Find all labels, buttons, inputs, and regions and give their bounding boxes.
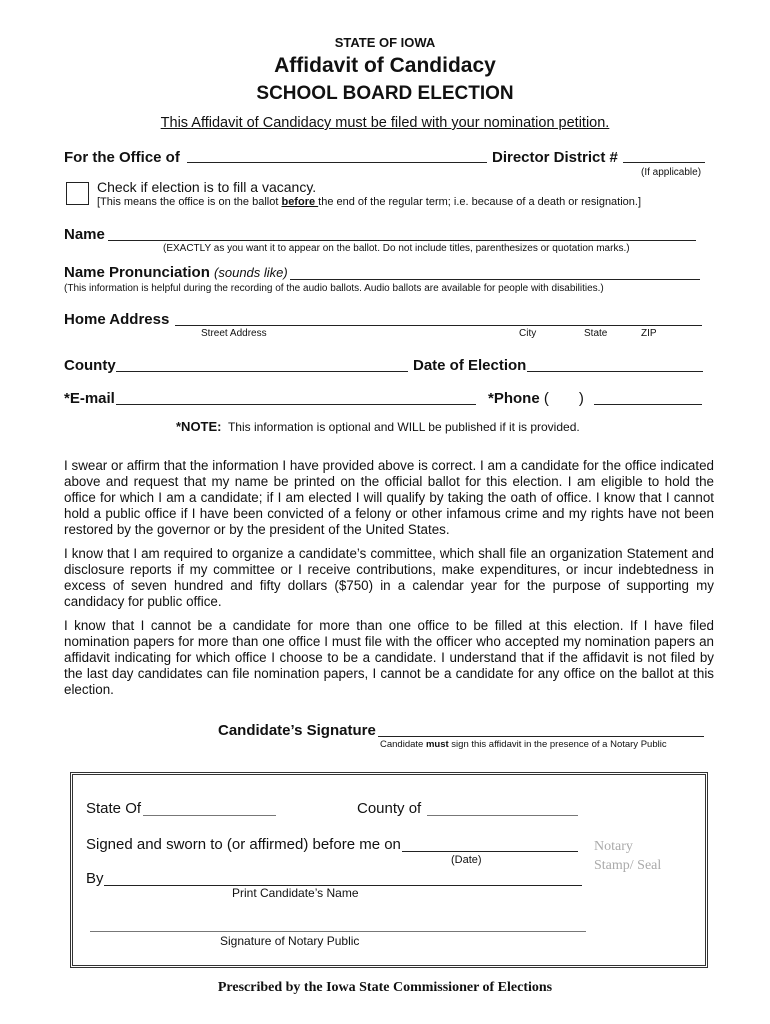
district-label: Director District # [492,149,618,166]
election-date-field[interactable] [527,371,703,372]
notary-state-label: State Of [86,800,142,817]
stamp-line-2: Stamp/ Seal [594,858,662,873]
district-field[interactable] [623,162,705,163]
pronunciation-field[interactable] [290,279,700,280]
office-label: For the Office of [64,149,180,166]
state-heading: STATE OF IOWA [334,35,436,50]
pronunciation-note: (This information is helpful during the recording of the audio ballots. Audio ballots are available for people with disabilities.) [64,283,604,294]
by-label: By [86,870,104,887]
street-caption: Street Address [201,328,267,339]
vacancy-label: Check if election is to fill a vacancy. [97,179,317,195]
form-subtitle: SCHOOL BOARD ELECTION [256,83,514,104]
office-field[interactable] [187,162,487,163]
vacancy-checkbox[interactable] [66,182,89,205]
notary-county-label: County of [357,800,422,817]
zip-caption: ZIP [641,328,657,339]
name-field[interactable] [108,240,696,241]
stamp-line-1: Notary [594,839,633,854]
committee-paragraph: I know that I am required to organize a candidate’s committee, which shall file an organization Statement and disclosure reports if my committee or I receive contributions, make expenditures, or incur indebtedness in excess of seven hundred and fifty dollars ($750) in a calendar year for the purpose of supporting my candidacy for public office. [64,546,714,609]
date-caption: (Date) [451,854,482,866]
oath-paragraph: I swear or affirm that the information I have provided above is correct. I am a candidate for the office indicated above and request that my name be printed on the official ballot for this election. I am eligible to hold the office for which I am a candidate; if I am elected I will qualify by taking the oath of office. I know that I cannot hold a public office if I have been convicted of a felony or other infamous crime and my rights have not been restored by the governor or by the president of the United States. [64,458,714,537]
sworn-date-field[interactable] [402,851,578,852]
city-caption: City [519,328,537,339]
notary-signature-field[interactable] [90,931,586,932]
signature-note: Candidate must sign this affidavit in the presence of a Notary Public [380,739,667,750]
name-note: (EXACTLY as you want it to appear on the ballot. Do not include titles, parenthesizes or quotation marks.) [163,243,630,254]
optional-note: *NOTE: This information is optional and WILL be published if it is provided. [176,419,580,434]
signature-label: Candidate’s Signature [218,722,376,739]
filing-instruction: This Affidavit of Candidacy must be filed with your nomination petition. [160,115,610,131]
county-field[interactable] [116,371,408,372]
election-date-label: Date of Election [413,357,527,374]
address-label: Home Address [64,311,170,328]
signature-field[interactable] [378,736,704,737]
pronunciation-label: Name Pronunciation (sounds like) [64,264,288,281]
address-field[interactable] [175,325,702,326]
email-label: *E-mail [64,390,115,407]
email-field[interactable] [116,404,476,405]
notary-signature-caption: Signature of Notary Public [220,934,360,948]
sworn-label: Signed and sworn to (or affirmed) before me on [86,836,401,853]
single-office-paragraph: I know that I cannot be a candidate for more than one office to be filled at this election. If I have filed nomination papers for more than one office I must file with the officer who accepted my nomination papers an affidavit indicating for which office I choose to be a candidate. I understand that if the affidavit is not filed by the last day candidates can file nomination papers, I cannot be a candidate for any office on the ballot at this election. [64,618,714,697]
form-title: Affidavit of Candidacy [274,54,496,77]
phone-label: *Phone ( ) [488,390,584,407]
state-caption: State [584,328,608,339]
print-name-caption: Print Candidate’s Name [232,886,359,900]
notary-state-field[interactable] [143,815,276,816]
name-label: Name [64,226,105,243]
vacancy-note: [This means the office is on the ballot before the end of the regular term; i.e. because of a death or resignation.] [97,196,642,208]
district-note: (If applicable) [641,167,702,178]
footer-prescribed: Prescribed by the Iowa State Commissioner of Elections [217,980,553,995]
notary-county-field[interactable] [427,815,578,816]
phone-field[interactable] [594,404,702,405]
county-label: County [64,357,116,374]
